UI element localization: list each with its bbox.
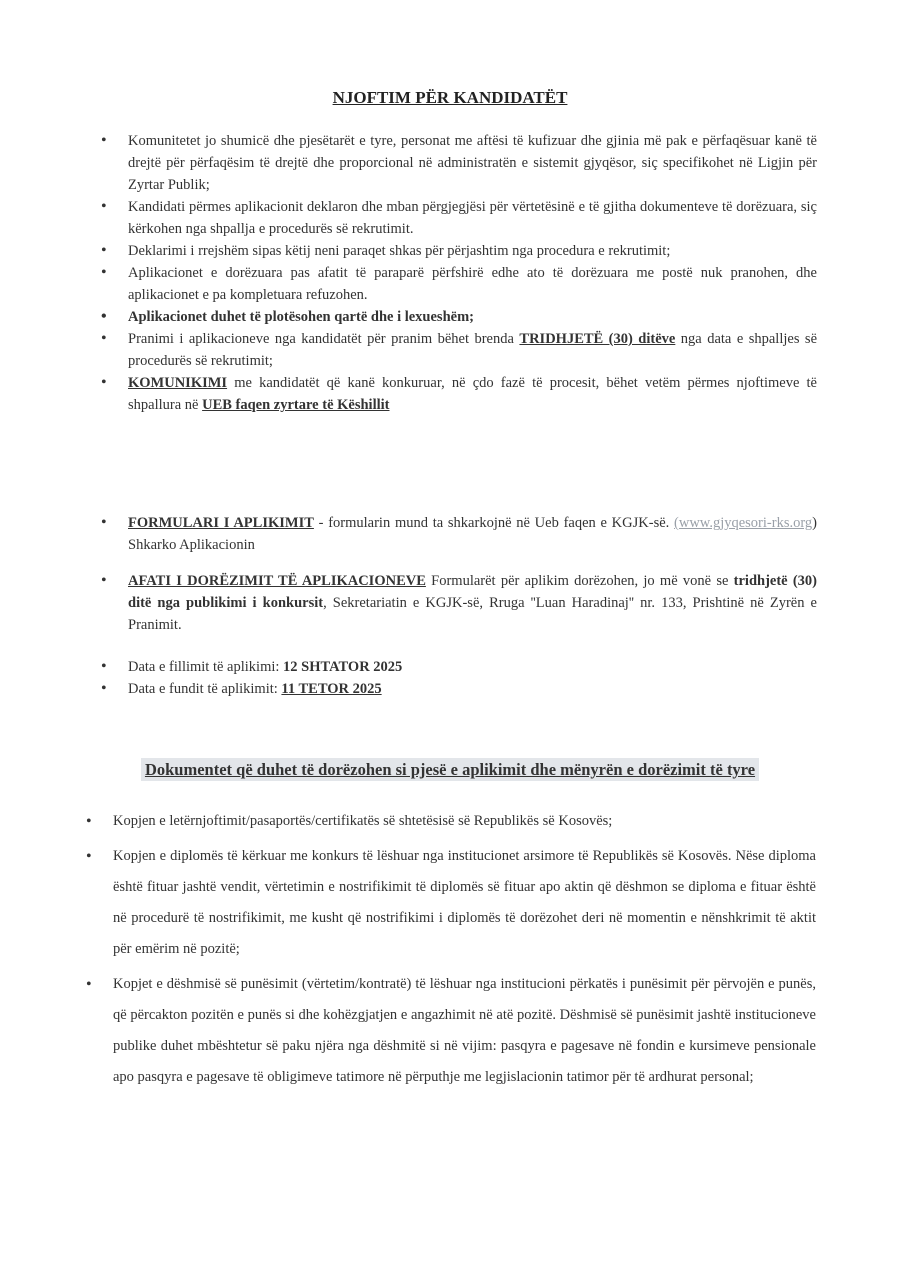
documents-heading: Dokumentet që duhet të dorëzohen si pjesë e aplikimit dhe mënyrën e dorëzimit të tyre <box>0 760 900 780</box>
list-item: • Kopjen e diplomës të kërkuar me konkurs të lëshuar nga institucionet arsimore të Republikës së Kosovës. Nëse diploma është fituar jashtë vendit, vërtetimin e nostrifikimit të diplomës së fituar apo aktin që dëshmon se diploma e fituar është në procedurë të nostrifikimit, me kusht që nostrifikimi i diplomës të dorëzohet deri në momentin e nënshkrimit të aktit për emërim në pozitë; <box>86 841 816 965</box>
start-date-item: • Data e fillimit të aplikimi: 12 SHTATOR 2025 <box>101 656 817 678</box>
list-item: • FORMULARI I APLIKIMIT - formularin mund ta shkarkojnë në Ueb faqen e KGJK-së. (www.gjyqesori-rks.org) Shkarko Aplikacionin <box>101 512 817 556</box>
end-date-item: • Data e fundit të aplikimit: 11 TETOR 2025 <box>101 678 817 700</box>
website-url-link[interactable]: (www.gjyqesori-rks.org <box>674 515 813 531</box>
deadline-label: AFATI I DORËZIMIT TË APLIKACIONEVE <box>128 573 426 589</box>
end-date-value: 11 TETOR 2025 <box>281 681 382 697</box>
page-title: NJOFTIM PËR KANDIDATËT <box>332 88 568 107</box>
application-list <box>101 512 817 636</box>
form-label: FORMULARI I APLIKIMIT <box>128 515 314 531</box>
list-item: • Aplikacionet duhet të plotësohen qartë dhe i lexueshëm; <box>101 306 817 328</box>
list-item: • Kopjet e dëshmisë së punësimit (vërtetim/kontratë) të lëshuar nga institucioni përkatës i punësimit për përvojën e punës, që përcakton pozitën e punës si dhe kohëzgjatjen e angazhimit në atë pozitë. Dëshmisë së punësimit jashtë institucioneve publike duhet mbështetur së paku njëra nga dëshmitë si në vijim: pasqyra e pagesave në fondin e kursimeve pensionale apo pasqyra e pagesave të obligimeve tatimore në përputhje me legjislacionin tatimor për të ardhurat personal; <box>86 969 816 1093</box>
notice-list <box>101 130 817 416</box>
list-item: • Deklarimi i rrejshëm sipas këtij neni paraqet shkas për përjashtim nga procedura e rekrutimit; <box>101 240 817 262</box>
list-item: • Aplikacionet e dorëzuara pas afatit të paraparë përfshirë edhe ato të dorëzuara me postë nuk pranohen, dhe aplikacionet e pa kompletuara refuzohen. <box>101 262 817 306</box>
documents-list <box>86 806 816 1097</box>
list-item: • AFATI I DORËZIMIT TË APLIKACIONEVE Formularët për aplikim dorëzohen, jo më vonë se tridhjetë (30) ditë nga publikimi i konkursit, Sekretariatin e KGJK-së, Rruga ''Luan Haradinaj'' nr. 133, Prishtinë në Zyrën e Pranimit. <box>101 570 817 636</box>
list-item: • Kandidati përmes aplikacionit deklaron dhe mban përgjegjësi për vërtetësinë e të gjitha dokumenteve të dorëzuara, siç kërkohen nga shpallja e procedurës së rekrutimit. <box>101 196 817 240</box>
council-website-link[interactable]: UEB faqen zyrtare të Këshillit <box>202 397 390 413</box>
dates-list <box>101 656 817 700</box>
list-item: • Pranimi i aplikacioneve nga kandidatët për pranim bëhet brenda TRIDHJETË (30) ditëve nga data e shpalljes së procedurës së rekrutimit; <box>101 328 817 372</box>
list-item: • Komunitetet jo shumicë dhe pjesëtarët e tyre, personat me aftësi të kufizuar dhe gjinia më pak e përfaqësuar kanë të drejtë për përfaqësim të drejtë dhe proporcional në administratën e sistemit gjyqësor, siç specifikohet në Ligjin për Zyrtar Publik; <box>101 130 817 196</box>
deadline-highlight: TRIDHJETË (30) ditëve <box>519 331 676 347</box>
komunikimi-label: KOMUNIKIMI <box>128 375 228 391</box>
list-item: • KOMUNIKIMI me kandidatët që kanë konkuruar, në çdo fazë të procesit, bëhet vetëm përmes njoftimeve të shpallura në UEB faqen zyrtare të Këshillit <box>101 372 817 416</box>
start-date-value: 12 SHTATOR 2025 <box>283 659 403 675</box>
list-item: • Kopjen e letërnjoftimit/pasaportës/certifikatës së shtetësisë së Republikës së Kosovës; <box>86 806 816 837</box>
